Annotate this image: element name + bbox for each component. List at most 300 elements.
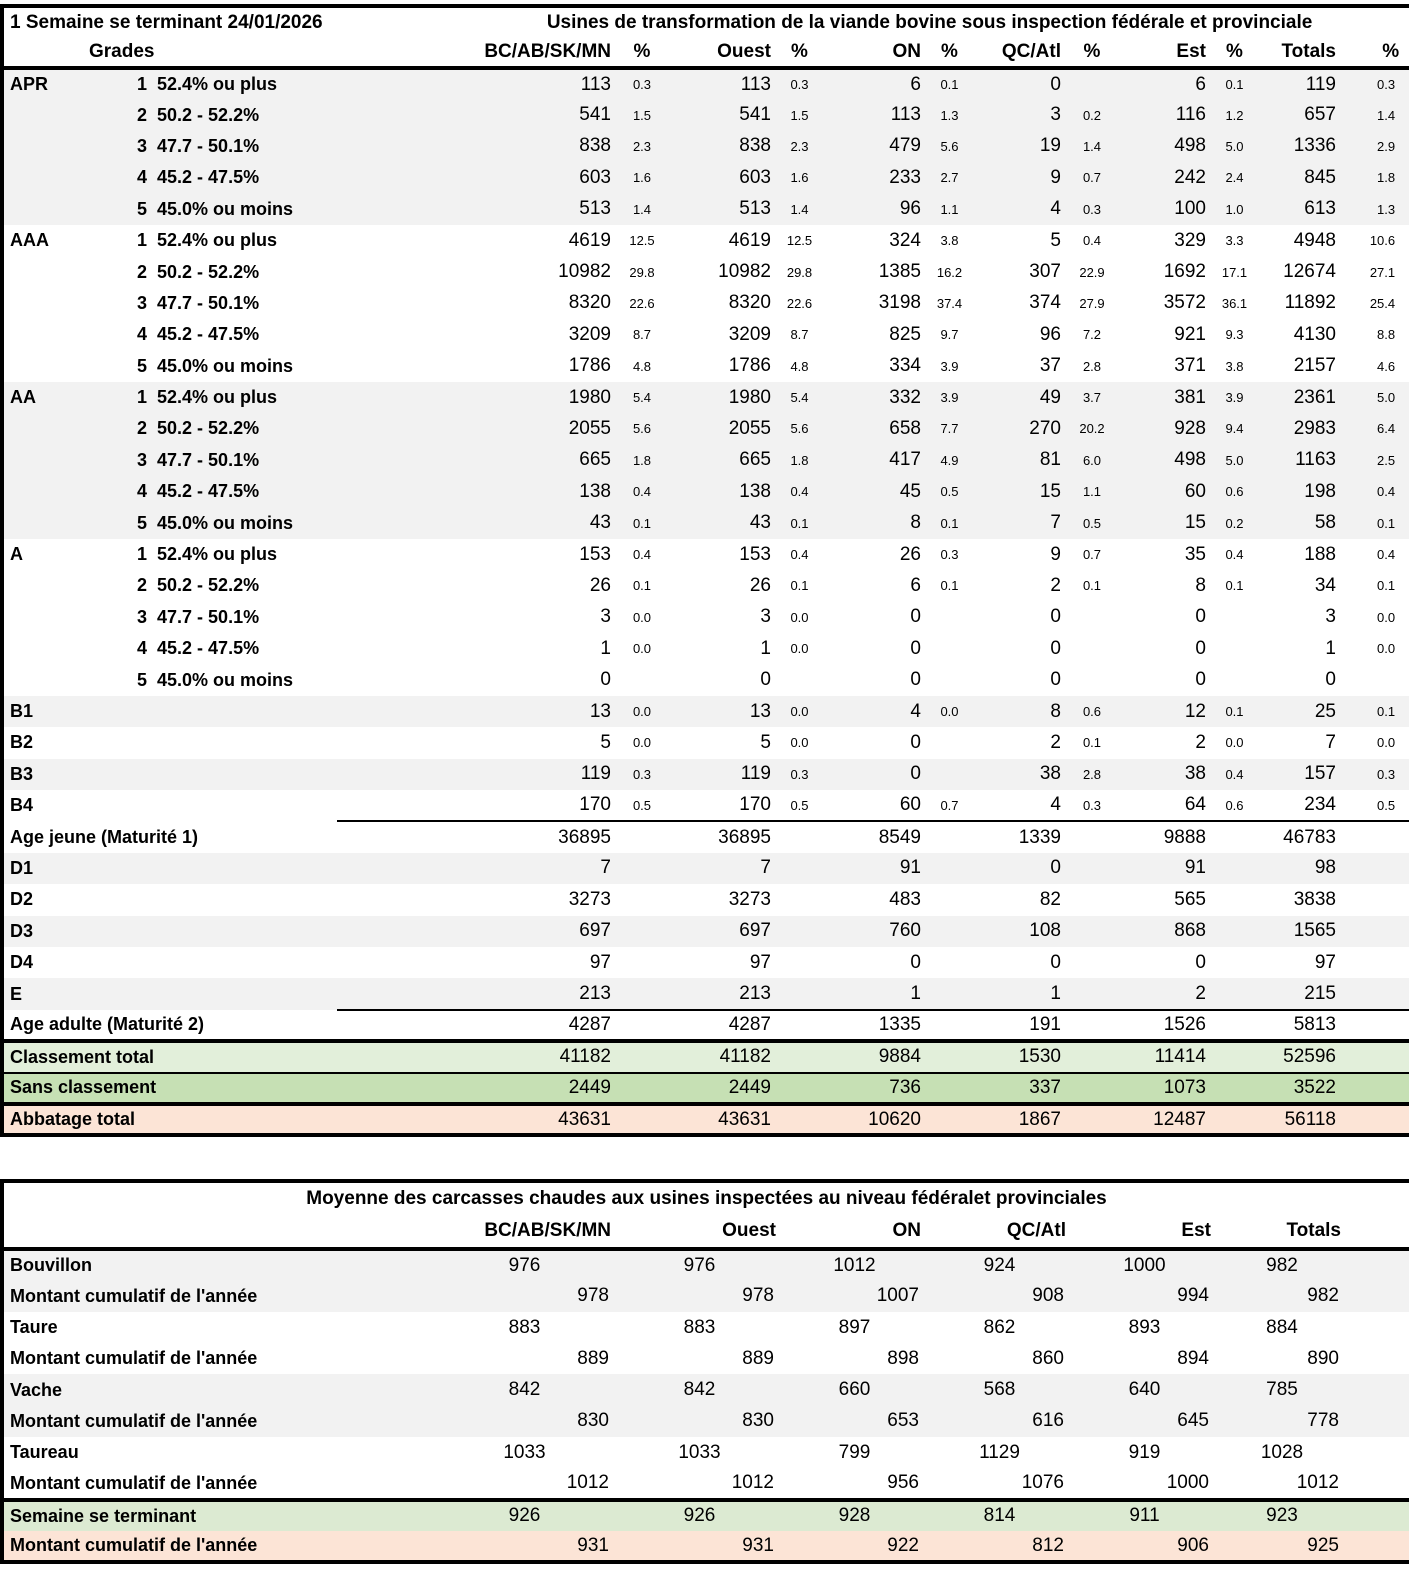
yield-class-label: 2 50.2 - 52.2% [137, 261, 260, 282]
value-cell: 113 [740, 73, 771, 95]
carcass-average-title-row [2, 1181, 1409, 1215]
value-cell: 60 [899, 794, 921, 816]
value-cell: 1385 [878, 261, 921, 283]
percent-cell: 0.4 [1225, 766, 1244, 782]
value-cell: 37 [1039, 355, 1061, 377]
percent-cell [777, 664, 822, 695]
value-cell: 658 [889, 417, 921, 439]
value-cell: 3209 [728, 323, 771, 345]
value-cell: 889 [742, 1347, 774, 1369]
value-cell: 2 [1050, 574, 1061, 596]
value-cell: 8549 [822, 821, 927, 852]
grade-label [2, 351, 137, 382]
value-cell: 307 [1029, 261, 1061, 283]
value-cell: 81 [1039, 449, 1061, 471]
grade-label [2, 256, 137, 287]
value-cell: 3 [1325, 606, 1336, 628]
value-cell: 785 [1266, 1379, 1298, 1401]
value-cell: 324 [889, 229, 921, 251]
value-cell: 1786 [568, 355, 611, 377]
value-cell: 760 [889, 920, 921, 942]
value-cell: 982 [1307, 1285, 1339, 1307]
percent-cell [1342, 884, 1409, 915]
percent-cell [777, 1041, 822, 1072]
value-cell: 97 [589, 951, 611, 973]
value-cell: 1000 [1166, 1472, 1209, 1493]
percent-cell: 5.6 [632, 421, 652, 437]
percent-cell: 1.0 [1225, 201, 1244, 217]
percent-cell [617, 1041, 667, 1072]
value-cell: 889 [577, 1347, 609, 1369]
percent-cell: 1.5 [790, 107, 809, 123]
percent-cell [1212, 602, 1257, 633]
yield-class-label [137, 853, 337, 884]
table-row [2, 539, 1409, 570]
percent-cell: 0.7 [1082, 170, 1102, 186]
percent-cell [1212, 1041, 1257, 1072]
yield-class-label: 3 47.7 - 50.1% [137, 606, 260, 627]
percent-cell [1212, 916, 1257, 947]
value-cell: 928 [1174, 417, 1206, 439]
value-cell: 119 [1305, 73, 1336, 95]
value-cell: 138 [739, 480, 771, 502]
value-cell: 82 [1039, 888, 1061, 910]
region-column-header: Totals [1217, 1215, 1347, 1249]
value-cell: 100 [1174, 198, 1206, 220]
yield-class-label [137, 727, 337, 758]
value-cell: 2361 [1293, 386, 1336, 408]
percent-cell [617, 978, 667, 1009]
yield-class-label [137, 884, 337, 915]
percent-cell [1067, 1104, 1117, 1135]
percent-cell: 0.4 [790, 547, 809, 563]
region-column-header: BC/AB/SK/MN [337, 38, 617, 68]
value-cell: 3198 [878, 292, 921, 314]
percent-cell [777, 978, 822, 1009]
percent-cell [617, 1010, 667, 1041]
value-cell: 1565 [1293, 920, 1336, 942]
percent-cell [927, 1104, 972, 1135]
value-cell: 1012 [1296, 1472, 1339, 1493]
percent-cell [1067, 1073, 1117, 1104]
value-cell: 337 [972, 1073, 1067, 1104]
grading-table-columns-row [2, 38, 1409, 68]
value-cell: 1007 [876, 1285, 919, 1307]
value-cell: 97 [749, 951, 771, 973]
grade-label [2, 507, 137, 538]
yield-class-label: 3 47.7 - 50.1% [137, 292, 260, 313]
value-cell: 374 [1029, 292, 1061, 314]
grade-label: D3 [10, 920, 34, 941]
percent-cell: 1.2 [1225, 107, 1244, 123]
yield-class-label [137, 978, 337, 1009]
value-cell: 41182 [667, 1041, 777, 1072]
yield-class-label [137, 947, 337, 978]
value-cell: 0 [910, 951, 921, 973]
percent-cell: 1.3 [1377, 201, 1396, 217]
value-cell: 6 [910, 73, 921, 95]
yield-class-label: 2 50.2 - 52.2% [137, 104, 260, 125]
percent-cell: 0.4 [1225, 547, 1244, 563]
percent-cell: 0.1 [632, 515, 652, 531]
value-cell: 91 [899, 857, 921, 879]
value-cell: 0 [600, 669, 611, 691]
table-row [2, 821, 1409, 852]
table-row [2, 664, 1409, 695]
percent-cell [1212, 853, 1257, 884]
region-column-header: Est [1072, 1215, 1217, 1249]
yield-class-label [137, 696, 337, 727]
value-cell: 233 [889, 166, 921, 188]
value-cell: 994 [1177, 1285, 1209, 1307]
value-cell: 1335 [822, 1010, 927, 1041]
value-cell: 0 [1195, 637, 1206, 659]
percent-cell: 1.1 [940, 201, 959, 217]
percent-cell: 5.0 [1377, 390, 1396, 406]
value-cell: 3522 [1257, 1073, 1342, 1104]
grade-label: E [10, 983, 23, 1004]
value-cell: 1033 [503, 1441, 546, 1463]
percent-cell [927, 633, 972, 664]
percent-cell: 27.1 [1369, 264, 1396, 280]
empty-cell [1347, 1249, 1409, 1280]
grade-label [2, 319, 137, 350]
table-row [2, 1406, 1409, 1437]
percent-cell: 0.1 [790, 515, 809, 531]
value-cell: 4619 [728, 229, 771, 251]
percent-cell [617, 664, 667, 695]
yield-class-label: 4 45.2 - 47.5% [137, 324, 260, 345]
percent-cell: 0.4 [1082, 233, 1102, 249]
grade-label: APR [10, 74, 49, 95]
value-cell: 884 [1266, 1316, 1298, 1338]
value-cell: 49 [1039, 386, 1061, 408]
percent-cell [1212, 664, 1257, 695]
value-cell: 956 [887, 1472, 919, 1493]
grade-label: D1 [10, 857, 34, 878]
percent-cell: 0.1 [940, 578, 959, 594]
percent-cell: 1.6 [790, 170, 809, 186]
value-cell: 43 [589, 512, 611, 534]
percent-cell [927, 664, 972, 695]
percent-cell: 8.8 [1377, 327, 1396, 343]
value-cell: 2 [1195, 731, 1206, 753]
percent-column-header: % [1342, 38, 1409, 68]
value-cell: 1692 [1163, 261, 1206, 283]
empty-cell [1347, 1531, 1409, 1562]
table-row [2, 194, 1409, 225]
percent-cell: 0.5 [790, 797, 809, 813]
table-row [2, 1437, 1409, 1468]
value-cell: 381 [1174, 386, 1206, 408]
table-row [2, 413, 1409, 444]
row-label: Age adulte (Maturité 2) [10, 1013, 205, 1034]
percent-cell: 0.5 [1377, 797, 1396, 813]
table-row [2, 1374, 1409, 1405]
percent-cell [777, 1010, 822, 1041]
value-cell: 91 [1184, 857, 1206, 879]
value-cell: 2449 [667, 1073, 777, 1104]
value-cell: 697 [739, 920, 771, 942]
percent-cell [1342, 947, 1409, 978]
value-cell: 4287 [337, 1010, 617, 1041]
percent-cell [617, 1073, 667, 1104]
value-cell: 908 [1032, 1285, 1064, 1307]
value-cell: 12674 [1283, 261, 1336, 283]
percent-cell: 2.7 [940, 170, 959, 186]
value-cell: 657 [1304, 104, 1336, 126]
percent-cell: 9.3 [1225, 327, 1244, 343]
value-cell: 838 [579, 135, 611, 157]
value-cell: 1 [600, 637, 611, 659]
value-cell: 417 [889, 449, 921, 471]
value-cell: 3838 [1293, 888, 1336, 910]
grade-label [2, 476, 137, 507]
row-label: Montant cumulatif de l'année [10, 1472, 258, 1493]
percent-cell: 5.4 [790, 390, 809, 406]
percent-cell: 1.4 [1082, 138, 1102, 154]
percent-cell [927, 1041, 972, 1072]
value-cell: 0 [1050, 951, 1061, 973]
value-cell: 7 [1325, 731, 1336, 753]
value-cell: 926 [337, 1500, 617, 1531]
table-row [2, 382, 1409, 413]
value-cell: 36895 [337, 821, 617, 852]
grade-label [2, 131, 137, 162]
grade-label [2, 413, 137, 444]
value-cell: 1000 [1123, 1254, 1166, 1276]
value-cell: 0 [910, 669, 921, 691]
percent-cell: 0.1 [1225, 704, 1244, 719]
table-row [2, 1010, 1409, 1041]
percent-cell: 20.2 [1079, 421, 1105, 437]
value-cell: 34 [1314, 574, 1336, 596]
percent-cell: 1.4 [1377, 107, 1396, 123]
value-cell: 98 [1314, 857, 1336, 879]
value-cell: 603 [739, 166, 771, 188]
value-cell: 35 [1184, 543, 1206, 565]
percent-cell: 0.1 [1082, 735, 1102, 751]
percent-cell: 0.1 [790, 578, 809, 594]
percent-cell: 0.2 [1082, 107, 1102, 123]
percent-cell: 3.8 [940, 233, 959, 249]
row-label: Age jeune (Maturité 1) [10, 826, 199, 847]
grade-label [2, 99, 137, 130]
yield-class-label [137, 759, 337, 790]
percent-cell: 2.3 [790, 138, 809, 154]
percent-cell: 22.6 [629, 295, 655, 311]
empty-header-cell [1347, 1215, 1409, 1249]
value-cell: 26 [749, 574, 771, 596]
yield-class-label: 5 45.0% ou moins [137, 198, 294, 219]
value-cell: 1 [1050, 982, 1061, 1004]
percent-cell: 0.0 [1225, 735, 1244, 751]
value-cell: 11414 [1117, 1041, 1212, 1072]
table-row [2, 162, 1409, 193]
value-cell: 43631 [667, 1104, 777, 1135]
table-row [2, 1531, 1409, 1562]
percent-cell [1067, 884, 1117, 915]
table-row [2, 696, 1409, 727]
percent-cell: 0.1 [940, 77, 959, 93]
value-cell: 2055 [728, 417, 771, 439]
value-cell: 568 [983, 1379, 1016, 1401]
grade-label: B4 [10, 795, 34, 816]
percent-cell: 0.0 [790, 735, 809, 751]
percent-cell: 3.7 [1082, 390, 1102, 406]
empty-cell [1347, 1468, 1409, 1499]
percent-cell: 3.9 [940, 390, 959, 406]
percent-cell: 16.2 [936, 264, 963, 280]
table-row [2, 445, 1409, 476]
percent-cell: 0.4 [790, 484, 809, 500]
value-cell: 603 [579, 166, 611, 188]
yield-class-label [137, 790, 337, 821]
value-cell: 479 [889, 135, 921, 157]
percent-cell: 2.8 [1082, 358, 1102, 374]
value-cell: 38 [1039, 763, 1061, 785]
percent-cell [1342, 1041, 1409, 1072]
table-row [2, 978, 1409, 1009]
value-cell: 660 [838, 1379, 871, 1401]
percent-cell [1067, 602, 1117, 633]
percent-cell [1067, 947, 1117, 978]
percent-cell [1212, 1073, 1257, 1104]
value-cell: 838 [739, 135, 771, 157]
value-cell: 6 [910, 574, 921, 596]
percent-cell: 2.5 [1377, 452, 1396, 468]
percent-cell [617, 916, 667, 947]
percent-cell: 0.0 [790, 641, 809, 657]
percent-cell [617, 853, 667, 884]
value-cell: 736 [822, 1073, 927, 1104]
percent-cell [777, 1104, 822, 1135]
value-cell: 1012 [566, 1472, 609, 1493]
percent-cell [1067, 853, 1117, 884]
percent-cell: 9.7 [940, 327, 959, 343]
value-cell: 2449 [337, 1073, 617, 1104]
percent-cell: 0.1 [1225, 77, 1244, 93]
value-cell: 4 [1050, 794, 1061, 816]
value-cell: 898 [887, 1347, 919, 1369]
value-cell: 15 [1184, 512, 1206, 534]
row-label: Montant cumulatif de l'année [10, 1410, 258, 1431]
value-cell: 58 [1314, 512, 1336, 534]
value-cell: 119 [740, 763, 771, 785]
table-row [2, 1104, 1409, 1135]
value-cell: 1526 [1117, 1010, 1212, 1041]
grade-label: B3 [10, 763, 34, 784]
value-cell: 830 [577, 1410, 609, 1432]
percent-cell: 3.8 [1225, 358, 1244, 374]
percent-cell: 4.8 [632, 358, 652, 374]
percent-cell [1342, 1010, 1409, 1041]
value-cell: 812 [1032, 1534, 1064, 1556]
value-cell: 116 [1175, 104, 1206, 126]
row-label: Montant cumulatif de l'année [10, 1285, 258, 1306]
table-row [2, 1073, 1409, 1104]
region-column-header: QC/Atl [927, 1215, 1072, 1249]
row-label: Sans classement [2, 1073, 337, 1104]
value-cell: 842 [683, 1379, 716, 1401]
value-cell: 924 [983, 1254, 1016, 1276]
carcass-average-table-header [2, 1181, 1409, 1249]
value-cell: 13 [749, 700, 771, 722]
percent-cell: 0.5 [632, 797, 652, 813]
percent-cell: 0.1 [940, 515, 959, 531]
value-cell: 976 [683, 1254, 716, 1276]
percent-cell: 22.6 [786, 295, 813, 311]
grade-label: B2 [10, 732, 34, 753]
percent-cell [1342, 916, 1409, 947]
percent-cell: 7.7 [940, 421, 959, 437]
empty-cell [1347, 1374, 1409, 1405]
percent-cell [1067, 664, 1117, 695]
percent-cell [617, 884, 667, 915]
empty-cell [1347, 1343, 1409, 1374]
percent-cell: 1.5 [632, 107, 652, 123]
table-row [2, 1281, 1409, 1312]
percent-cell [927, 978, 972, 1009]
value-cell: 665 [579, 449, 611, 471]
percent-cell: 25.4 [1369, 295, 1396, 311]
table-row [2, 476, 1409, 507]
value-cell: 1073 [1117, 1073, 1212, 1104]
grade-label [2, 570, 137, 601]
value-cell: 928 [782, 1500, 927, 1531]
yield-class-label: 3 47.7 - 50.1% [137, 135, 260, 156]
value-cell: 6 [1195, 73, 1206, 95]
percent-cell: 17.1 [1221, 264, 1248, 280]
value-cell: 9888 [1117, 821, 1212, 852]
yield-class-label: 4 45.2 - 47.5% [137, 481, 260, 502]
value-cell: 170 [579, 794, 611, 816]
value-cell: 923 [1217, 1500, 1347, 1531]
value-cell: 498 [1174, 449, 1206, 471]
percent-column-header: % [1067, 38, 1117, 68]
percent-cell: 0.0 [632, 704, 652, 719]
value-cell: 60 [1184, 480, 1206, 502]
value-cell: 1033 [678, 1441, 721, 1463]
value-cell: 45 [899, 480, 921, 502]
value-cell: 0 [1050, 606, 1061, 628]
table-row [2, 1249, 1409, 1280]
value-cell: 7 [600, 857, 611, 879]
value-cell: 2157 [1293, 355, 1336, 377]
percent-cell: 0.4 [1377, 547, 1396, 563]
value-cell: 4 [1050, 198, 1061, 220]
value-cell: 19 [1039, 135, 1061, 157]
value-cell: 4948 [1293, 229, 1336, 251]
yield-class-label: 5 45.0% ou moins [137, 355, 294, 376]
percent-cell: 0.3 [1377, 77, 1396, 93]
value-cell: 0 [1195, 606, 1206, 628]
percent-cell: 3.3 [1225, 233, 1244, 249]
percent-cell: 0.1 [1377, 704, 1396, 719]
percent-cell [1212, 1010, 1257, 1041]
grade-label: D2 [10, 889, 34, 910]
percent-column-header: % [617, 38, 667, 68]
table-row [2, 916, 1409, 947]
value-cell: 4 [910, 700, 921, 722]
value-cell: 26 [589, 574, 611, 596]
percent-cell: 0.0 [940, 704, 959, 719]
table-row [2, 351, 1409, 382]
value-cell: 1028 [1260, 1441, 1304, 1463]
empty-header-cell [2, 1215, 337, 1249]
value-cell: 0 [1050, 73, 1061, 95]
value-cell: 153 [739, 543, 771, 565]
